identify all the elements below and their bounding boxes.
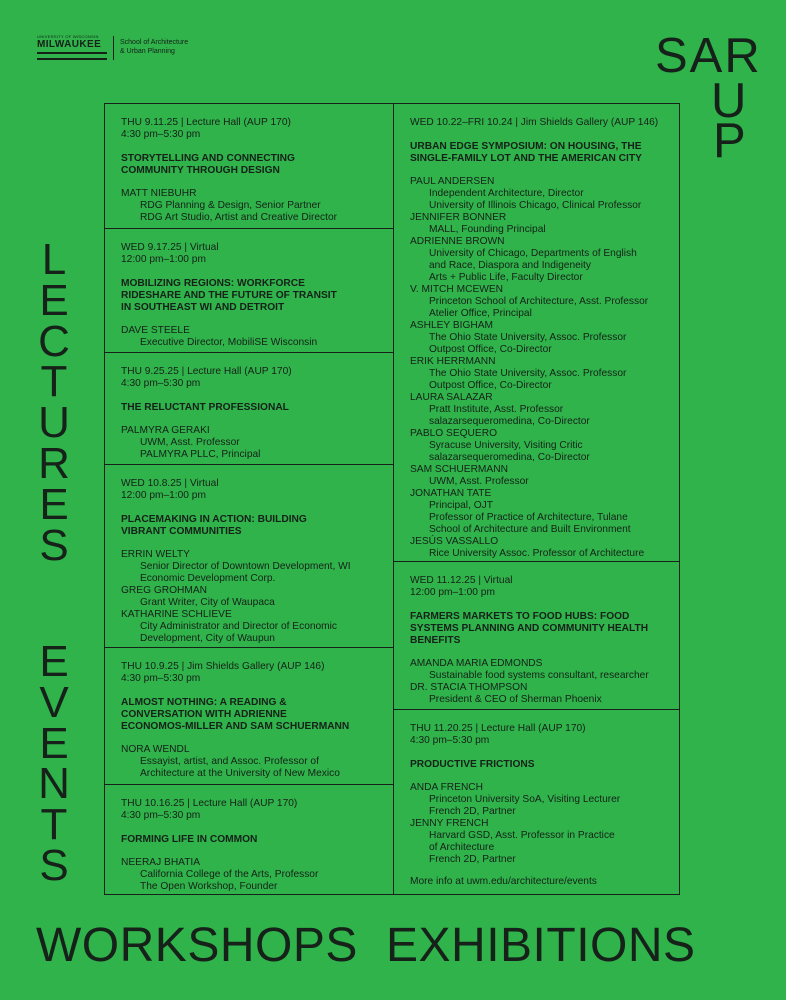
speaker-role: Sustainable food systems consultant, researcher (429, 670, 649, 681)
events-letter: E (39, 637, 69, 686)
event-title (121, 697, 383, 733)
event-title-line: VIBRANT COMMUNITIES (121, 526, 242, 537)
event-date: WED 9.17.25 | Virtual (121, 242, 219, 253)
speaker-role: The Ohio State University, Assoc. Professor (429, 368, 627, 379)
speaker-name: PABLO SEQUERO (410, 428, 497, 439)
logo-school-line2: & Urban Planning (120, 48, 175, 55)
lectures-letter: T (40, 357, 68, 407)
speaker-name: LAURA SALAZAR (410, 392, 493, 403)
exhibitions-heading: EXHIBITIONS (386, 919, 696, 972)
event-cell (105, 784, 393, 893)
speaker-name: JENNY FRENCH (410, 818, 489, 829)
speaker-role: University of Chicago, Departments of English (429, 248, 637, 259)
speaker-role: Grant Writer, City of Waupaca (140, 597, 275, 608)
event-cell (105, 352, 393, 461)
event-date: WED 11.12.25 | Virtual (410, 575, 513, 586)
event-time: 12:00 pm–1:00 pm (121, 490, 206, 501)
sarup-line-1: SAR (655, 29, 762, 83)
event-date: THU 9.25.25 | Lecture Hall (AUP 170) (121, 366, 292, 377)
speaker-role: Professor of Practice of Architecture, Tulane (429, 512, 628, 523)
speaker-name: JENNIFER BONNER (410, 212, 507, 223)
event-cell (105, 104, 393, 224)
event-time: 4:30 pm–5:30 pm (121, 129, 201, 140)
event-title (410, 611, 669, 647)
speaker-role: Rice University Assoc. Professor of Architecture (429, 548, 645, 559)
speaker-name: KATHARINE SCHLIEVE (121, 609, 232, 620)
event-time: 4:30 pm–5:30 pm (121, 673, 201, 684)
event-date: THU 10.16.25 | Lecture Hall (AUP 170) (121, 798, 298, 809)
speaker-name: DR. STACIA THOMPSON (410, 682, 528, 693)
speaker-name: ERIK HERRMANN (410, 356, 496, 367)
speaker-role: Principal, OJT (429, 500, 493, 511)
speaker-name: NEERAJ BHATIA (121, 857, 201, 868)
speaker-name: GREG GROHMAN (121, 585, 208, 596)
event-title-line: FARMERS MARKETS TO FOOD HUBS: FOOD (410, 611, 630, 622)
event-cell (394, 561, 679, 706)
uwm-logo (37, 34, 220, 60)
event-time: 4:30 pm–5:30 pm (121, 378, 201, 389)
events-letter: V (39, 677, 69, 727)
speaker-role: Senior Director of Downtown Development, WI (140, 561, 351, 572)
schedule-column-left (104, 103, 394, 895)
event-title-line: SINGLE-FAMILY LOT AND THE AMERICAN CITY (410, 153, 642, 164)
speaker-role: Princeton University SoA, Visiting Lecturer (429, 794, 621, 805)
event-title (410, 141, 669, 165)
event-title (121, 278, 383, 314)
speaker-role: RDG Planning & Design, Senior Partner (140, 200, 321, 211)
speaker-role: Arts + Public Life, Faculty Director (429, 272, 583, 283)
event-title-line: ECONOMOS-MILLER AND SAM SCHUERMANN (121, 721, 350, 732)
events-letter: T (40, 800, 68, 850)
lectures-letter: E (39, 479, 69, 529)
speaker-role: Outpost Office, Co-Director (429, 344, 552, 355)
speaker-role: salazarsequeromedina, Co-Director (429, 416, 590, 427)
speaker-role: President & CEO of Sherman Phoenix (429, 694, 602, 705)
speaker-role: Harvard GSD, Asst. Professor in Practice (429, 830, 615, 841)
speaker-name: ASHLEY BIGHAM (410, 320, 494, 331)
event-title-line: PRODUCTIVE FRICTIONS (410, 759, 535, 770)
logo-mark (37, 34, 107, 60)
events-letter: E (39, 718, 69, 768)
lectures-letter: C (38, 316, 70, 366)
event-time: 4:30 pm–5:30 pm (410, 735, 490, 746)
speaker-name: JESÚS VASSALLO (410, 536, 499, 547)
event-title (121, 402, 383, 414)
speaker-role: The Open Workshop, Founder (140, 881, 278, 892)
vertical-events (34, 637, 74, 890)
speaker-role: Outpost Office, Co-Director (429, 380, 552, 391)
speaker-name: NORA WENDL (121, 744, 190, 755)
speaker-role: Economic Development Corp. (140, 573, 276, 584)
schedule-grid (104, 103, 680, 895)
speaker-role: Development, City of Waupun (140, 633, 275, 644)
speaker-name: MATT NIEBUHR (121, 188, 197, 199)
event-title-line: STORYTELLING AND CONNECTING (121, 153, 295, 164)
logo-campus: MILWAUKEE (37, 39, 102, 50)
event-title-line: PLACEMAKING IN ACTION: BUILDING (121, 514, 307, 525)
more-info-text: More info at uwm.edu/architecture/events (410, 876, 597, 887)
lectures-letter: L (41, 235, 67, 284)
lectures-letter: S (39, 520, 69, 570)
speaker-name: PAUL ANDERSEN (410, 176, 495, 187)
event-title-line: IN SOUTHEAST WI AND DETROIT (121, 302, 285, 313)
speaker-role: City Administrator and Director of Economic (140, 621, 338, 632)
sarup-line-3: P (713, 114, 748, 168)
speaker-name: ERRIN WELTY (121, 549, 190, 560)
event-date: THU 11.20.25 | Lecture Hall (AUP 170) (410, 723, 586, 734)
event-time: 12:00 pm–1:00 pm (121, 254, 206, 265)
event-title (121, 514, 383, 538)
speaker-role: RDG Art Studio, Artist and Creative Director (140, 212, 338, 223)
event-title-line: ALMOST NOTHING: A READING & (121, 697, 287, 708)
speaker-name: ANDA FRENCH (410, 782, 484, 793)
speaker-name: DAVE STEELE (121, 325, 190, 336)
speaker-role: UWM, Asst. Professor (429, 476, 529, 487)
speaker-name: SAM SCHUERMANN (410, 464, 508, 475)
event-time: 12:00 pm–1:00 pm (410, 587, 495, 598)
event-date: THU 9.11.25 | Lecture Hall (AUP 170) (121, 117, 291, 128)
event-cell (105, 228, 393, 349)
event-cell (105, 464, 393, 645)
speaker-role: Essayist, artist, and Assoc. Professor of (140, 756, 319, 767)
events-letter: S (39, 840, 69, 890)
speaker-role: MALL, Founding Principal (429, 224, 546, 235)
event-title (121, 153, 383, 177)
logo-school (120, 38, 220, 56)
speaker-role: School of Architecture and Built Environment (429, 524, 631, 535)
speaker-name: ADRIENNE BROWN (410, 236, 505, 247)
event-date: THU 10.9.25 | Jim Shields Gallery (AUP 146) (121, 661, 325, 672)
events-letter: N (38, 759, 70, 809)
speaker-role: Princeton School of Architecture, Asst. Professor (429, 296, 649, 307)
logo-university: UNIVERSITY OF WISCONSIN (37, 34, 99, 39)
event-title-line: FORMING LIFE IN COMMON (121, 834, 258, 845)
event-time: 4:30 pm–5:30 pm (121, 810, 201, 821)
event-title-line: THE RELUCTANT PROFESSIONAL (121, 402, 289, 413)
speaker-name: PALMYRA GERAKI (121, 425, 210, 436)
sarup-line-2: U (711, 74, 749, 128)
event-title-line: CONVERSATION WITH ADRIENNE (121, 709, 287, 720)
logo-waves-icon (37, 52, 107, 60)
speaker-role: UWM, Asst. Professor (140, 437, 240, 448)
speaker-role: Atelier Office, Principal (429, 308, 532, 319)
lectures-letter: U (38, 398, 70, 448)
speaker-name: JONATHAN TATE (410, 488, 492, 499)
speaker-role: Syracuse University, Visiting Critic (429, 440, 583, 451)
speaker-role: California College of the Arts, Professor (140, 869, 319, 880)
event-date: WED 10.8.25 | Virtual (121, 478, 219, 489)
speaker-role: Executive Director, MobiliSE Wisconsin (140, 337, 318, 348)
speaker-role: French 2D, Partner (429, 806, 516, 817)
speaker-role: The Ohio State University, Assoc. Professor (429, 332, 627, 343)
schedule-column-right (393, 103, 680, 895)
lectures-letter: R (38, 438, 70, 488)
event-cell (105, 647, 393, 780)
event-title-line: RIDESHARE AND THE FUTURE OF TRANSIT (121, 290, 337, 301)
event-cell (394, 709, 679, 866)
speaker-name: AMANDA MARIA EDMONDS (410, 658, 543, 669)
speaker-role: PALMYRA PLLC, Principal (140, 449, 261, 460)
speaker-role: and Race, Diaspora and Indigeneity (429, 260, 591, 271)
event-title-line: SYSTEMS PLANNING AND COMMUNITY HEALTH (410, 623, 649, 634)
vertical-lectures (34, 235, 74, 570)
speaker-role: University of Illinois Chicago, Clinical Professor (429, 200, 642, 211)
speaker-role: Architecture at the University of New Mexico (140, 768, 340, 779)
lectures-letter: E (39, 275, 69, 325)
logo-divider (113, 36, 114, 60)
speaker-role: Pratt Institute, Asst. Professor (429, 404, 564, 415)
speaker-role: salazarsequeromedina, Co-Director (429, 452, 590, 463)
event-title-line: MOBILIZING REGIONS: WORKFORCE (121, 278, 305, 289)
speaker-role: of Architecture (429, 842, 495, 853)
speaker-role: French 2D, Partner (429, 854, 516, 865)
event-title (121, 834, 383, 846)
event-title (410, 759, 669, 771)
event-title-line: URBAN EDGE SYMPOSIUM: ON HOUSING, THE (410, 141, 642, 152)
event-title-line: BENEFITS (410, 635, 461, 646)
logo-school-line1: School of Architecture (120, 39, 189, 46)
event-cell (394, 104, 679, 560)
speaker-role: Independent Architecture, Director (429, 188, 584, 199)
speaker-name: V. MITCH MCEWEN (410, 284, 504, 295)
workshops-heading: WORKSHOPS (36, 919, 358, 972)
event-title-line: COMMUNITY THROUGH DESIGN (121, 165, 280, 176)
event-date: WED 10.22–FRI 10.24 | Jim Shields Gallery (AUP 146) (410, 117, 659, 128)
